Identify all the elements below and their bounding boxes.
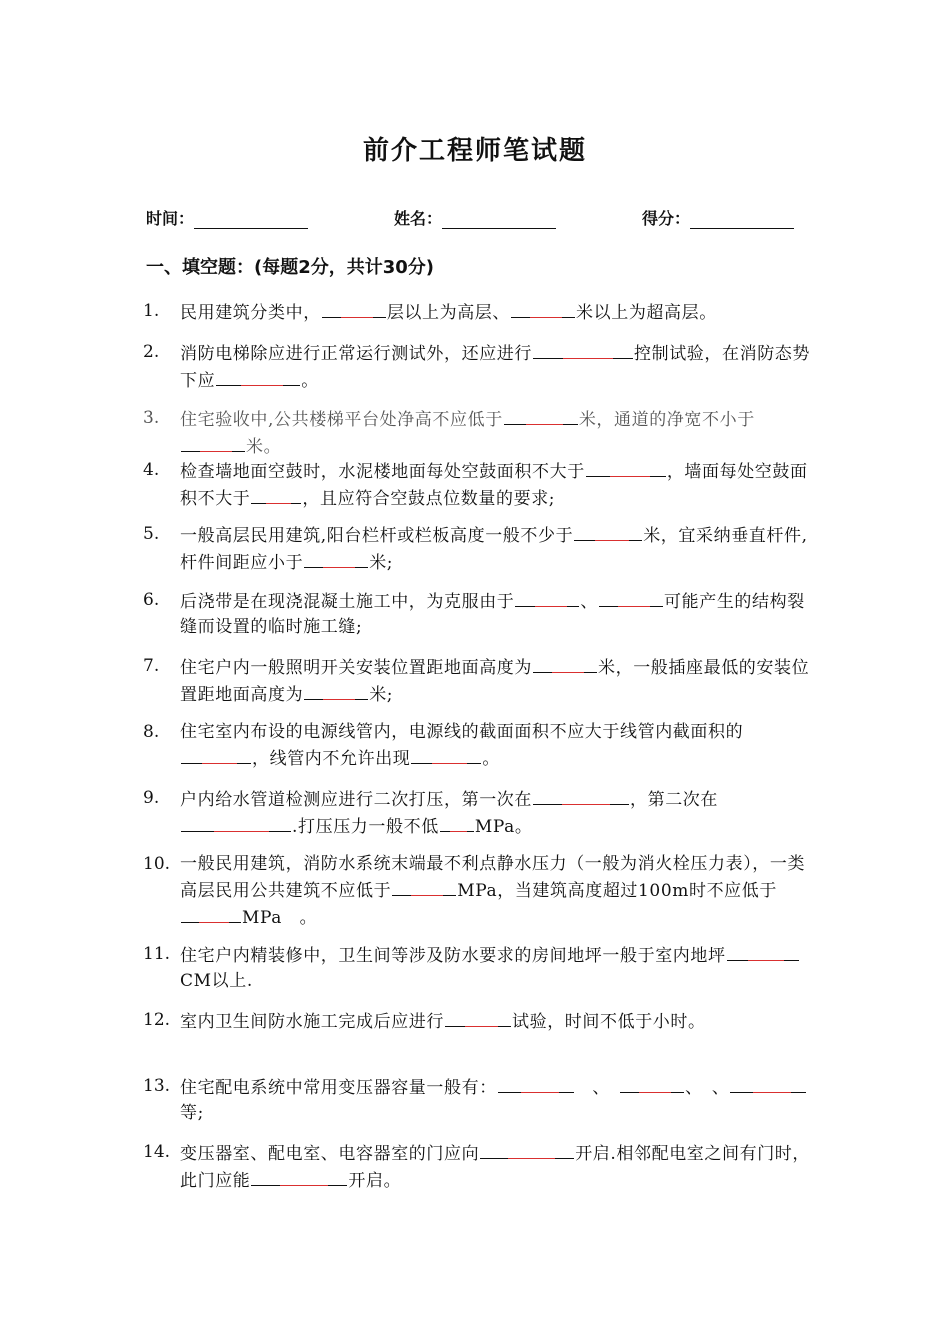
question-text xyxy=(180,1074,815,1126)
question-number: 11. xyxy=(143,944,171,964)
score-field xyxy=(642,206,794,229)
answer-blank[interactable] xyxy=(445,1008,511,1027)
question-number: 14. xyxy=(143,1142,171,1162)
answer-blank[interactable] xyxy=(533,654,597,673)
score-label: 得分： xyxy=(642,209,691,228)
question-text xyxy=(180,786,815,840)
answer-blank[interactable] xyxy=(620,1074,684,1093)
question-text-part: 等; xyxy=(180,1103,204,1123)
question-8 xyxy=(143,720,815,772)
question-text-part: ，线管内不允许出现 xyxy=(252,749,411,769)
question-1 xyxy=(143,299,815,326)
question-text xyxy=(180,852,815,931)
question-text-part: 米，一般插座最低的安装位置距地面高度为 xyxy=(180,658,810,705)
answer-blank[interactable] xyxy=(511,299,575,318)
name-blank[interactable] xyxy=(442,210,556,229)
question-text-part: 米; xyxy=(369,553,394,573)
score-blank[interactable] xyxy=(690,210,794,229)
question-11 xyxy=(143,942,815,994)
answer-blank[interactable] xyxy=(599,588,663,607)
answer-blank[interactable] xyxy=(181,433,245,452)
answer-blank[interactable] xyxy=(515,588,579,607)
answer-blank[interactable] xyxy=(586,458,666,477)
question-text-part: 检查墙地面空鼓时，水泥楼地面每处空鼓面积不大于 xyxy=(180,462,585,482)
answer-blank[interactable] xyxy=(480,1140,574,1159)
answer-blank[interactable] xyxy=(440,813,474,832)
question-number: 3. xyxy=(143,408,160,428)
question-text xyxy=(180,720,815,772)
question-text-part: 户内给水管道检测应进行二次打压，第一次在 xyxy=(180,790,532,810)
question-text-part: 住宅验收中,公共楼梯平台处净高不应低于 xyxy=(180,410,503,430)
question-text-part: 室内卫生间防水施工完成后应进行 xyxy=(180,1012,444,1032)
answer-blank[interactable] xyxy=(216,367,300,386)
answer-blank[interactable] xyxy=(251,1167,347,1186)
question-12 xyxy=(143,1008,815,1035)
answer-blank[interactable] xyxy=(533,786,629,805)
question-13 xyxy=(143,1074,815,1126)
question-2 xyxy=(143,340,815,394)
answer-blank[interactable] xyxy=(392,877,456,896)
question-5 xyxy=(143,522,815,576)
question-number: 10. xyxy=(143,854,171,874)
name-label: 姓名： xyxy=(394,209,443,228)
question-text-part: 、 、 xyxy=(685,1078,730,1098)
answer-blank[interactable] xyxy=(727,942,799,961)
question-3 xyxy=(143,406,815,460)
question-text-part: .打压压力一般不低 xyxy=(292,817,439,837)
question-text-part: 变压器室、配电室、电容器室的门应向 xyxy=(180,1144,480,1164)
question-10 xyxy=(143,852,815,931)
question-text xyxy=(180,299,815,326)
question-number: 4. xyxy=(143,460,160,480)
question-6 xyxy=(143,588,815,640)
page-title: 前介工程师笔试题 xyxy=(362,136,587,166)
question-4 xyxy=(143,458,815,512)
exam-header-fields xyxy=(146,206,816,232)
question-7 xyxy=(143,654,815,708)
question-number: 1. xyxy=(143,301,160,321)
question-text-part: 试验，时间不低于小时。 xyxy=(512,1012,706,1032)
time-field xyxy=(146,206,308,229)
answer-blank[interactable] xyxy=(304,681,368,700)
question-text-part: 、 xyxy=(574,1078,620,1098)
question-number: 8. xyxy=(143,722,160,742)
question-text-part: 一般高层民用建筑,阳台栏杆或栏板高度一般不少于 xyxy=(180,526,574,546)
section-heading: 一、填空题：(每题2分，共计30分) xyxy=(146,257,435,278)
answer-blank[interactable] xyxy=(498,1074,574,1093)
answer-blank[interactable] xyxy=(322,299,386,318)
question-text xyxy=(180,458,815,512)
question-text-part: MPa，当建筑高度超过100m时不应低于 xyxy=(457,881,777,901)
question-text-part: 后浇带是在现浇混凝土施工中，为克服由于 xyxy=(180,592,515,612)
question-text-part: 米，宜采纳垂直杆件,杆件间距应小于 xyxy=(180,526,808,573)
question-text-part: 米以上为超高层。 xyxy=(576,303,717,323)
question-text-part: ，第二次在 xyxy=(630,790,718,810)
question-text-part: 、 xyxy=(580,592,599,612)
question-text xyxy=(180,1008,815,1035)
question-text-part: 消防电梯除应进行正常运行测试外，还应进行 xyxy=(180,344,532,364)
question-text xyxy=(180,588,815,640)
question-text-part: 控制试验，在消防态势下应 xyxy=(180,344,810,391)
answer-blank[interactable] xyxy=(181,745,251,764)
answer-blank[interactable] xyxy=(304,549,368,568)
question-text-part: 。 xyxy=(301,371,319,391)
question-text-part: CM以上. xyxy=(180,971,253,991)
question-text-part: 开启。 xyxy=(348,1171,402,1191)
question-text xyxy=(180,406,815,460)
time-blank[interactable] xyxy=(194,210,308,229)
answer-blank[interactable] xyxy=(730,1074,806,1093)
answer-blank[interactable] xyxy=(574,522,642,541)
time-label: 时间： xyxy=(146,209,195,228)
question-text-part: 。 xyxy=(482,749,501,769)
question-text-part: ，墙面每处空鼓面积不大于 xyxy=(180,462,808,509)
answer-blank[interactable] xyxy=(181,904,241,923)
question-number: 9. xyxy=(143,788,160,808)
name-field xyxy=(394,206,556,229)
question-number: 6. xyxy=(143,590,160,610)
question-text-part: 一般民用建筑，消防水系统末端最不利点静水压力（一般为消火栓压力表），一类高层民用公共建筑不应低于 xyxy=(180,854,806,901)
question-text xyxy=(180,340,815,394)
question-number: 13. xyxy=(143,1076,171,1096)
answer-blank[interactable] xyxy=(411,745,481,764)
question-14 xyxy=(143,1140,815,1194)
question-text xyxy=(180,654,815,708)
question-9 xyxy=(143,786,815,840)
question-text-part: MPa。 xyxy=(474,817,533,837)
question-text xyxy=(180,1140,815,1194)
answer-blank[interactable] xyxy=(251,485,301,504)
question-number: 12. xyxy=(143,1010,171,1030)
answer-blank[interactable] xyxy=(181,813,291,832)
question-text-part: 住宅户内一般照明开关安装位置距地面高度为 xyxy=(180,658,532,678)
question-text-part: 民用建筑分类中， xyxy=(180,303,321,323)
question-text-part: 米，通道的净宽不小于 xyxy=(578,410,755,430)
question-text xyxy=(180,522,815,576)
question-text-part: 层以上为高层、 xyxy=(386,303,511,323)
question-number: 2. xyxy=(143,342,160,362)
question-text-part: 可能产生的结构裂缝而设置的临时施工缝; xyxy=(180,592,805,637)
question-text-part: 住宅室内布设的电源线管内，电源线的截面面积不应大于线管内截面积的 xyxy=(180,722,744,742)
question-number: 5. xyxy=(143,524,160,544)
question-text-part: 住宅户内精装修中，卫生间等涉及防水要求的房间地坪一般于室内地坪 xyxy=(180,946,726,966)
question-text-part: MPa 。 xyxy=(242,908,318,928)
answer-blank[interactable] xyxy=(504,406,578,425)
question-text-part: 米; xyxy=(369,685,394,705)
question-text-part: 开启.相邻配电室之间有门时，此门应能 xyxy=(180,1144,811,1191)
question-text-part: ，且应符合空鼓点位数量的要求; xyxy=(302,489,556,509)
question-text-part: 住宅配电系统中常用变压器容量一般有： xyxy=(180,1078,497,1098)
question-text xyxy=(180,942,815,994)
question-text-part: 米。 xyxy=(246,437,282,457)
question-number: 7. xyxy=(143,656,160,676)
answer-blank[interactable] xyxy=(533,340,633,359)
